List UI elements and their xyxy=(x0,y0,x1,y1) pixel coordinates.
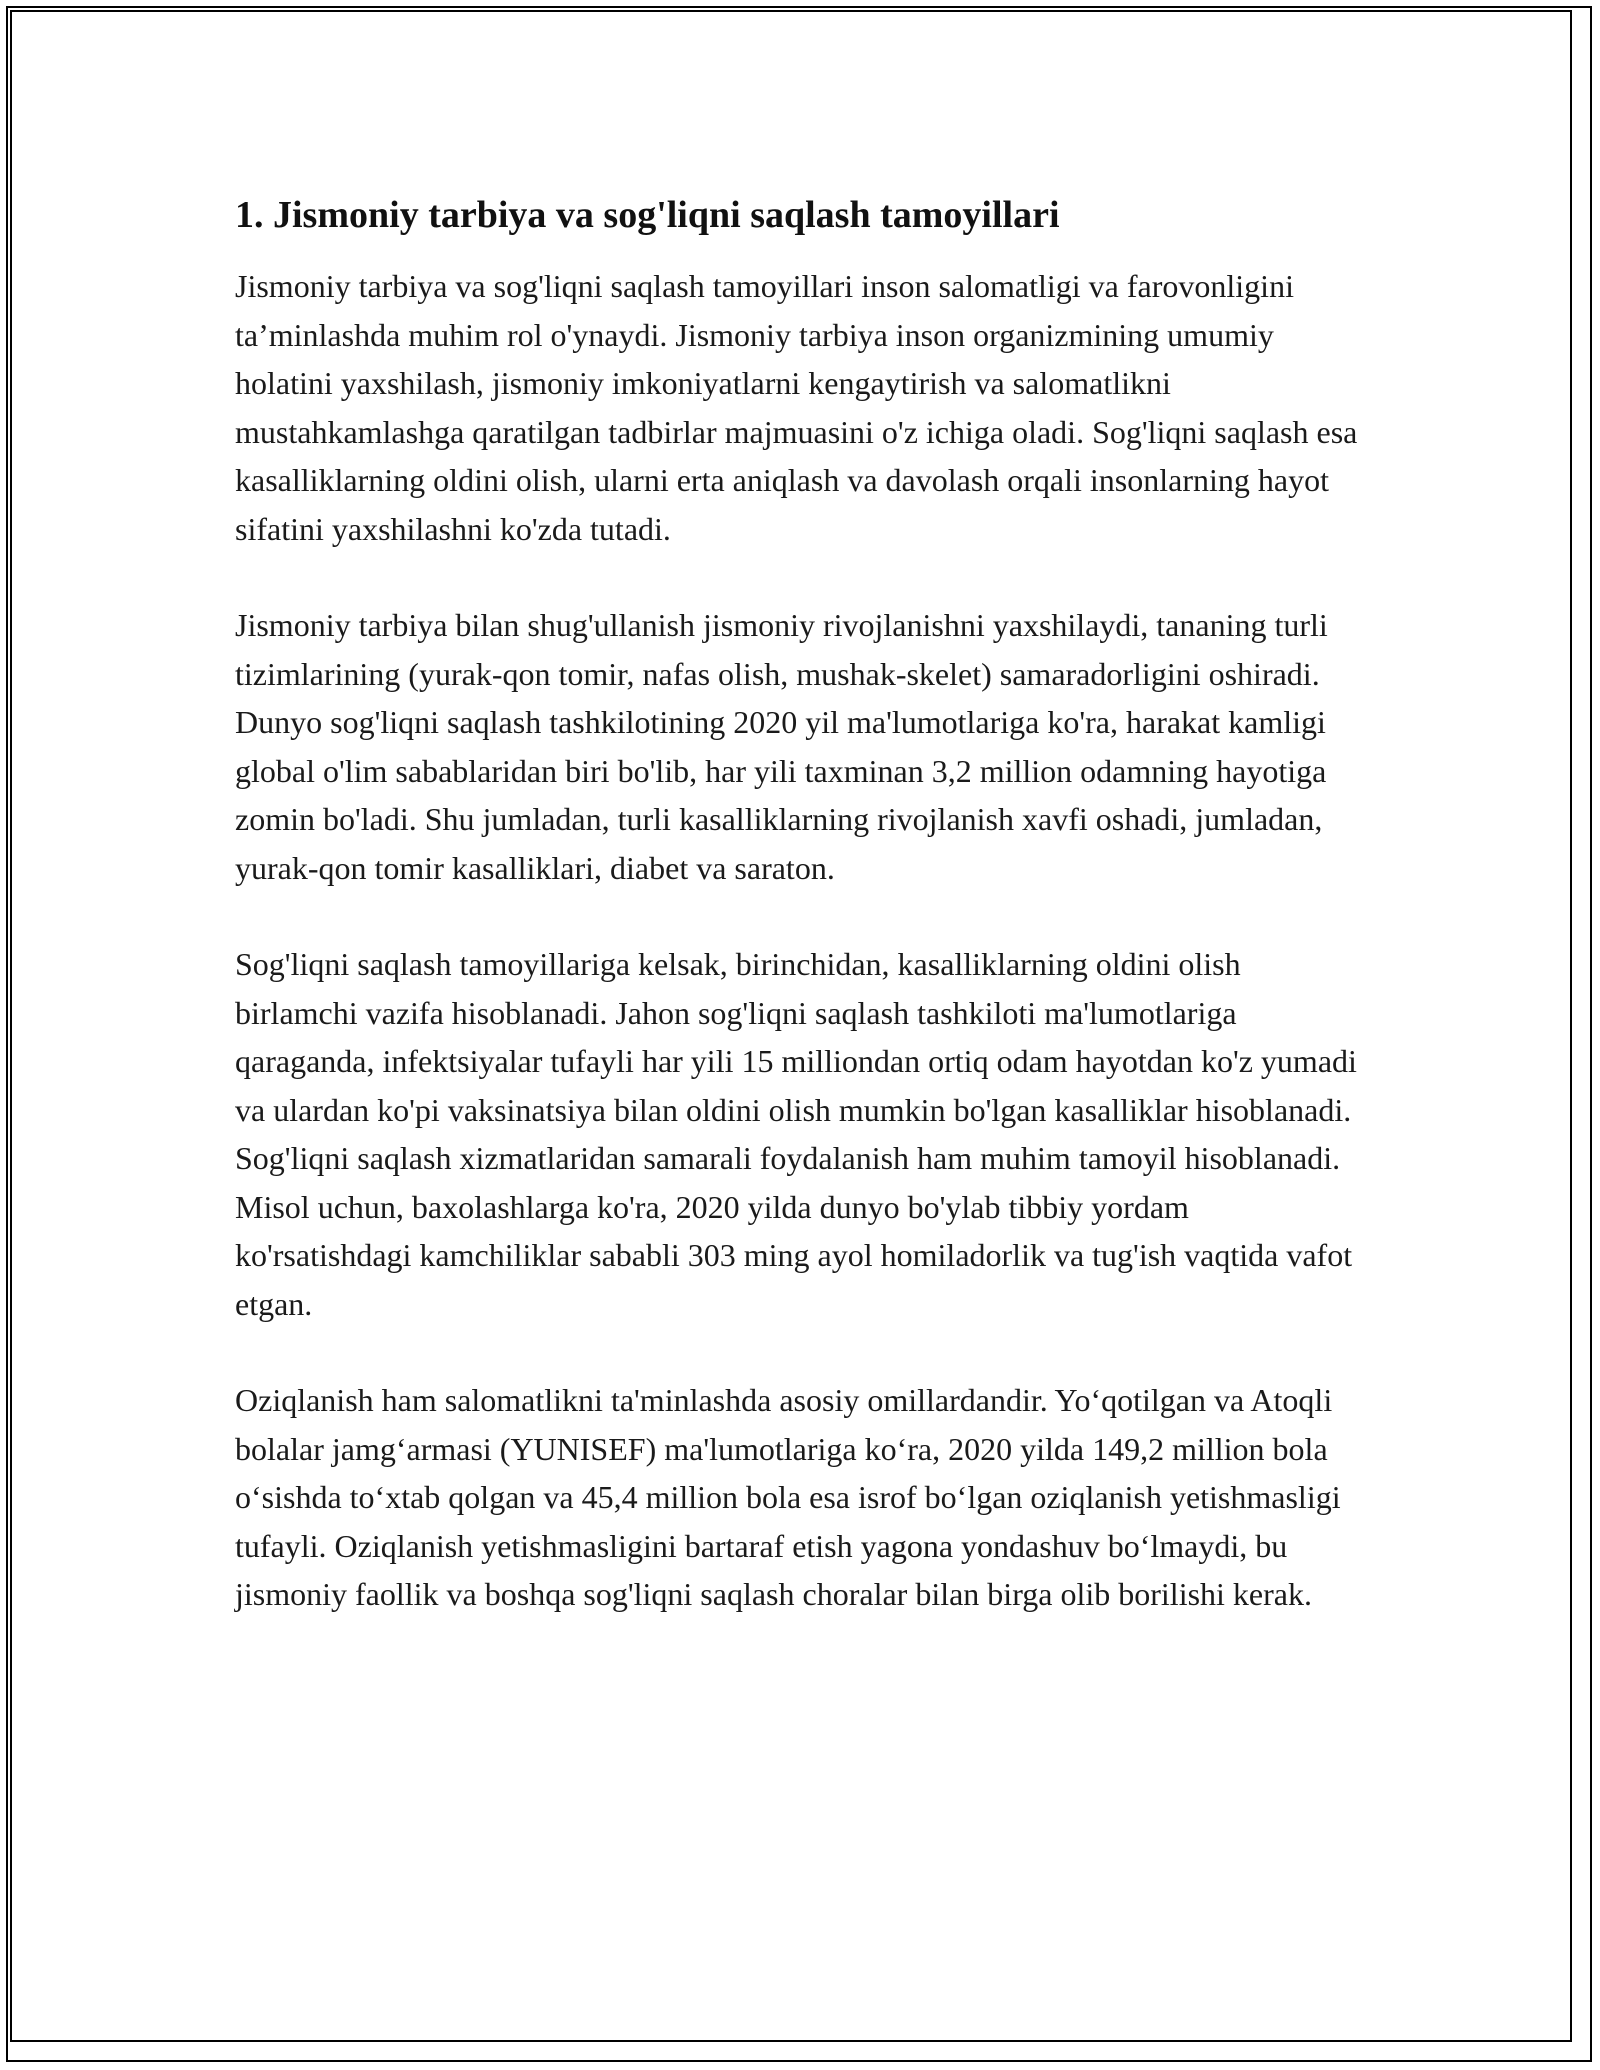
paragraph-intro: Jismoniy tarbiya va sog'liqni saqlash tamoyillari inson salomatligi va farovonligini ta’minlashda muhim rol o'ynaydi. Jismoniy tarbiya inson organizmining umumiy holatini yaxshilash, jismoniy imkoniyatlarni kengaytirish va salomatlikni mustahkamlashga qaratilgan tadbirlar majmuasini o'z ichiga oladi. Sog'liqni saqlash esa kasalliklarning oldini olish, ularni erta aniqlash va davolash orqali insonlarning hayot sifatini yaxshilashni ko'zda tutadi. xyxy=(235,268,1358,547)
paragraph-health-principles: Sog'liqni saqlash tamoyillariga kelsak, birinchidan, kasalliklarning oldini olish birlamchi vazifa hisoblanadi. Jahon sog'liqni saqlash tashkiloti ma'lumotlariga qaraganda, infektsiyalar tufayli har yili 15 milliondan ortiq odam hayotdan ko'z yumadi va ulardan ko'pi vaksinatsiya bilan oldini olish mumkin bo'lgan kasalliklar hisoblanadi. Sog'liqni saqlash xizmatlaridan samarali foydalanish ham muhim tamoyil hisoblanadi. Misol uchun, baxolashlarga ko'ra, 2020 yilda dunyo bo'ylab tibbiy yordam ko'rsatishdagi kamchiliklar sababli 303 ming ayol homiladorlik va tug'ish vaqtida vafot etgan. xyxy=(235,946,1357,1322)
paragraph-physical-activity: Jismoniy tarbiya bilan shug'ullanish jismoniy rivojlanishni yaxshilaydi, tananing turli tizimlarining (yurak-qon tomir, nafas olish, mushak-skelet) samaradorligini oshiradi. Dunyo sog'liqni saqlash tashkilotining 2020 yil ma'lumotlariga ko'ra, harakat kamligi global o'lim sabablaridan biri bo'lib, har yili taxminan 3,2 million odamning hayotiga zomin bo'ladi. Shu jumladan, turli kasalliklarning rivojlanish xavfi oshadi, jumladan, yurak-qon tomir kasalliklari, diabet va saraton. xyxy=(235,607,1328,886)
document-body xyxy=(235,188,1370,1667)
section-heading: 1. Jismoniy tarbiya va sog'liqni saqlash tamoyillari xyxy=(235,194,1060,236)
paragraph-nutrition: Oziqlanish ham salomatlikni ta'minlashda asosiy omillardandir. Yoʻqotilgan va Atoqli bolalar jamgʻarmasi (YUNISEF) ma'lumotlariga koʻra, 2020 yilda 149,2 million bola oʻsishda toʻxtab qolgan va 45,4 million bola esa isrof boʻlgan oziqlanish yetishmasligi tufayli. Oziqlanish yetishmasligini bartaraf etish yagona yondashuv boʻlmaydi, bu jismoniy faollik va boshqa sog'liqni saqlash choralar bilan birga olib borilishi kerak. xyxy=(235,1382,1341,1612)
